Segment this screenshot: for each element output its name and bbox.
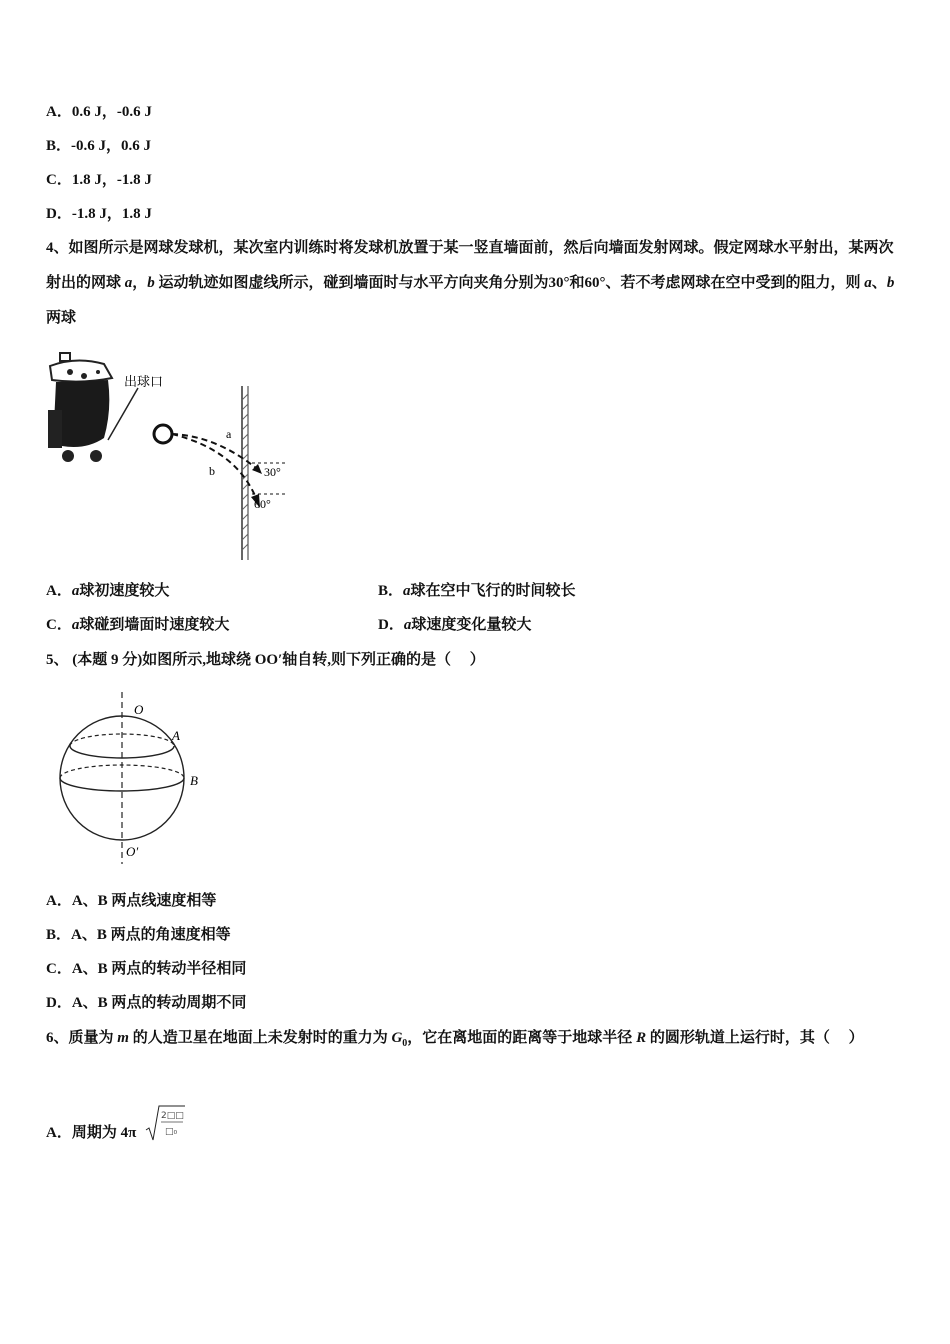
- outlet-label: 出球口: [124, 375, 164, 390]
- q5-option-b[interactable]: B．A、B 两点的角速度相等: [46, 927, 231, 943]
- ball-machine-icon: [48, 353, 138, 462]
- q4-option-b[interactable]: B．a球在空中飞行的时间较长: [378, 583, 576, 599]
- q3-option-c[interactable]: C．1.8 J，-1.8 J: [46, 172, 152, 188]
- q5-stem: 5、 (本题 9 分)如图所示,地球绕 OO′轴自转,则下列正确的是（ ）: [46, 652, 485, 668]
- outlet-ring-icon: [154, 425, 172, 443]
- angle-30-label: 30°: [264, 465, 281, 479]
- svg-text:□₀: □₀: [165, 1127, 178, 1137]
- q3-option-d[interactable]: D．-1.8 J，1.8 J: [46, 206, 152, 222]
- svg-text:2□□: 2□□: [161, 1111, 184, 1121]
- q4-option-d[interactable]: D．a球速度变化量较大: [378, 617, 532, 633]
- tennis-machine-figure: [46, 350, 296, 565]
- label-o-prime: O′: [126, 844, 139, 859]
- q3-option-b[interactable]: B．-0.6 J，0.6 J: [46, 138, 152, 154]
- label-b: b: [209, 464, 215, 478]
- q4-option-a[interactable]: A．a球初速度较大: [46, 583, 170, 599]
- arrow-a-icon: [252, 464, 262, 474]
- q5-option-c[interactable]: C．A、B 两点的转动半径相同: [46, 961, 247, 977]
- q5-option-d[interactable]: D．A、B 两点的转动周期不同: [46, 995, 247, 1011]
- q5-option-a[interactable]: A．A、B 两点线速度相等: [46, 893, 217, 909]
- q6-stem: 6、质量为 m 的人造卫星在地面上未发射时的重力为 $G_0$，它在离地面的距离等于地球半径 R 的圆形轨道上运行时，其（ ）: [46, 1030, 864, 1049]
- sqrt-expression-icon: [145, 1104, 187, 1144]
- label-a: a: [226, 427, 232, 441]
- label-point-a: A: [172, 728, 180, 743]
- globe-figure: [50, 688, 210, 868]
- angle-60-label: 60°: [254, 497, 271, 511]
- label-point-b: B: [190, 773, 198, 788]
- q3-option-a[interactable]: A．0.6 J，-0.6 J: [46, 104, 152, 120]
- q4-stem: 4、如图所示是网球发球机，某次室内训练时将发球机放置于某一竖直墙面前，然后向墙面发射网球。假定网球水平射出，某两次射出的网球 a，b 运动轨迹如图虚线所示，碰到墙面时与水平方向夹角分别为30°和60°、若不考虑网球在空中受到的阻力，则 a、b 两球: [46, 240, 895, 326]
- label-o: O: [134, 702, 144, 717]
- q6-option-a[interactable]: A．周期为 4π: [46, 1125, 137, 1141]
- q4-option-c[interactable]: C．a球碰到墙面时速度较大: [46, 617, 230, 633]
- wall: [242, 386, 248, 560]
